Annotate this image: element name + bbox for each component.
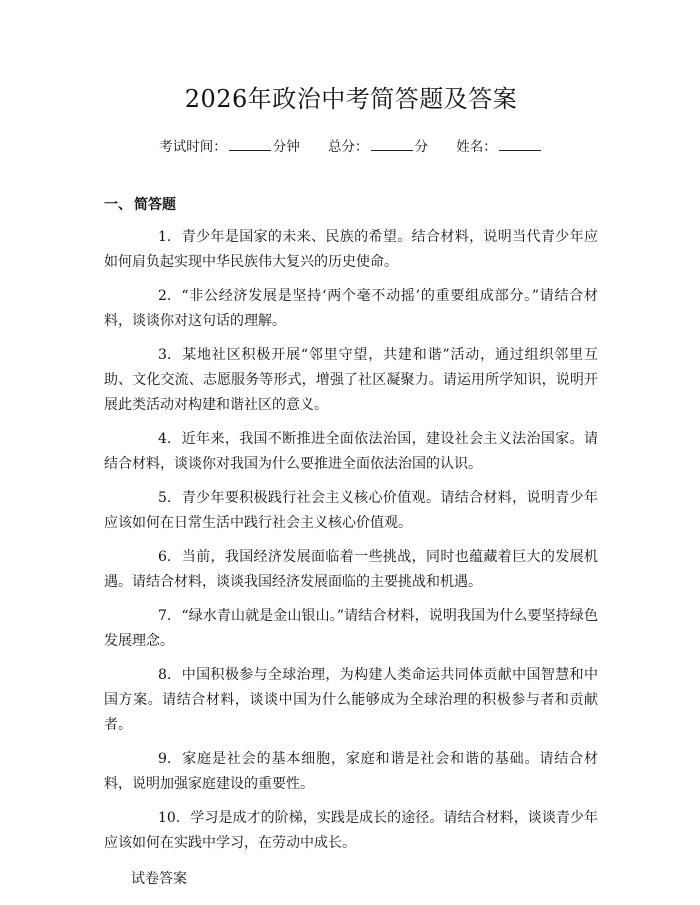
section-number: 一、: [104, 197, 132, 213]
question-text: 青少年要积极践行社会主义核心价值观。请结合材料，说明青少年应该如何在日常生活中践行社会主义核心价值观。: [104, 490, 598, 531]
question-item: [104, 343, 598, 418]
student-name-blank: [499, 136, 541, 151]
exam-time-blank: [229, 136, 271, 151]
section-heading: [104, 195, 598, 215]
question-item: [104, 663, 598, 738]
student-name-label: 姓名：: [456, 139, 497, 155]
question-number: 4.: [158, 431, 172, 447]
exam-meta: [104, 136, 598, 157]
question-text: 近年来，我国不断推进全面依法治国，建设社会主义法治国家。请结合材料，谈谈你对我国为什么要推进全面依法治国的认识。: [104, 431, 598, 472]
question-text: 青少年是国家的未来、民族的希望。结合材料，说明当代青少年应如何肩负起实现中华民族伟大复兴的历史使命。: [104, 229, 598, 270]
total-score-label: 总分：: [328, 139, 369, 155]
question-item: [104, 284, 598, 334]
question-text: 学习是成才的阶梯，实践是成长的途径。请结合材料，谈谈青少年应该如何在实践中学习，在劳动中成长。: [104, 810, 598, 851]
question-number: 10.: [158, 810, 181, 826]
question-text: 当前，我国经济发展面临着一些挑战，同时也蕴藏着巨大的发展机遇。请结合材料，谈谈我国经济发展面临的主要挑战和机遇。: [104, 549, 598, 590]
question-number: 9.: [158, 751, 172, 767]
question-text: 家庭是社会的基本细胞，家庭和谐是社会和谐的基础。请结合材料，说明加强家庭建设的重要性。: [104, 751, 598, 792]
exam-time-field: [159, 136, 300, 157]
question-text: “绿水青山就是金山银山。”请结合材料，说明我国为什么要坚持绿色发展理念。: [104, 608, 598, 649]
question-text: 中国积极参与全球治理，为构建人类命运共同体贡献中国智慧和中国方案。请结合材料，谈谈中国为什么能够成为全球治理的积极参与者和贡献者。: [104, 667, 598, 733]
question-number: 1.: [158, 229, 172, 245]
question-number: 3.: [158, 347, 172, 363]
question-item: [104, 747, 598, 797]
question-item: [104, 545, 598, 595]
question-number: 8.: [158, 667, 172, 683]
question-item: [104, 225, 598, 275]
question-number: 2.: [158, 288, 172, 304]
question-list: [104, 225, 598, 856]
question-number: 6.: [158, 549, 172, 565]
question-text: “非公经济发展是坚持‘两个毫不动摇’的重要组成部分。”请结合材料，谈谈你对这句话的理解。: [104, 288, 598, 329]
total-score-blank: [371, 136, 413, 151]
question-item: [104, 604, 598, 654]
total-score-field: [328, 136, 428, 157]
page-title: 2026年政治中考简答题及答案: [184, 85, 518, 113]
total-score-unit: 分: [414, 139, 428, 155]
question-item: [104, 427, 598, 477]
exam-time-unit: 分钟: [272, 139, 300, 155]
question-number: 7.: [158, 608, 172, 624]
question-item: [104, 806, 598, 856]
answer-heading: 试卷答案: [131, 871, 187, 887]
section-title: 简答题: [134, 197, 176, 213]
student-name-field: [456, 136, 543, 157]
exam-time-label: 考试时间：: [159, 139, 227, 155]
question-text: 某地社区积极开展“邻里守望，共建和谐”活动，通过组织邻里互助、文化交流、志愿服务等形式，增强了社区凝聚力。请运用所学知识，说明开展此类活动对构建和谐社区的意义。: [104, 347, 598, 413]
question-item: [104, 486, 598, 536]
question-number: 5.: [158, 490, 172, 506]
